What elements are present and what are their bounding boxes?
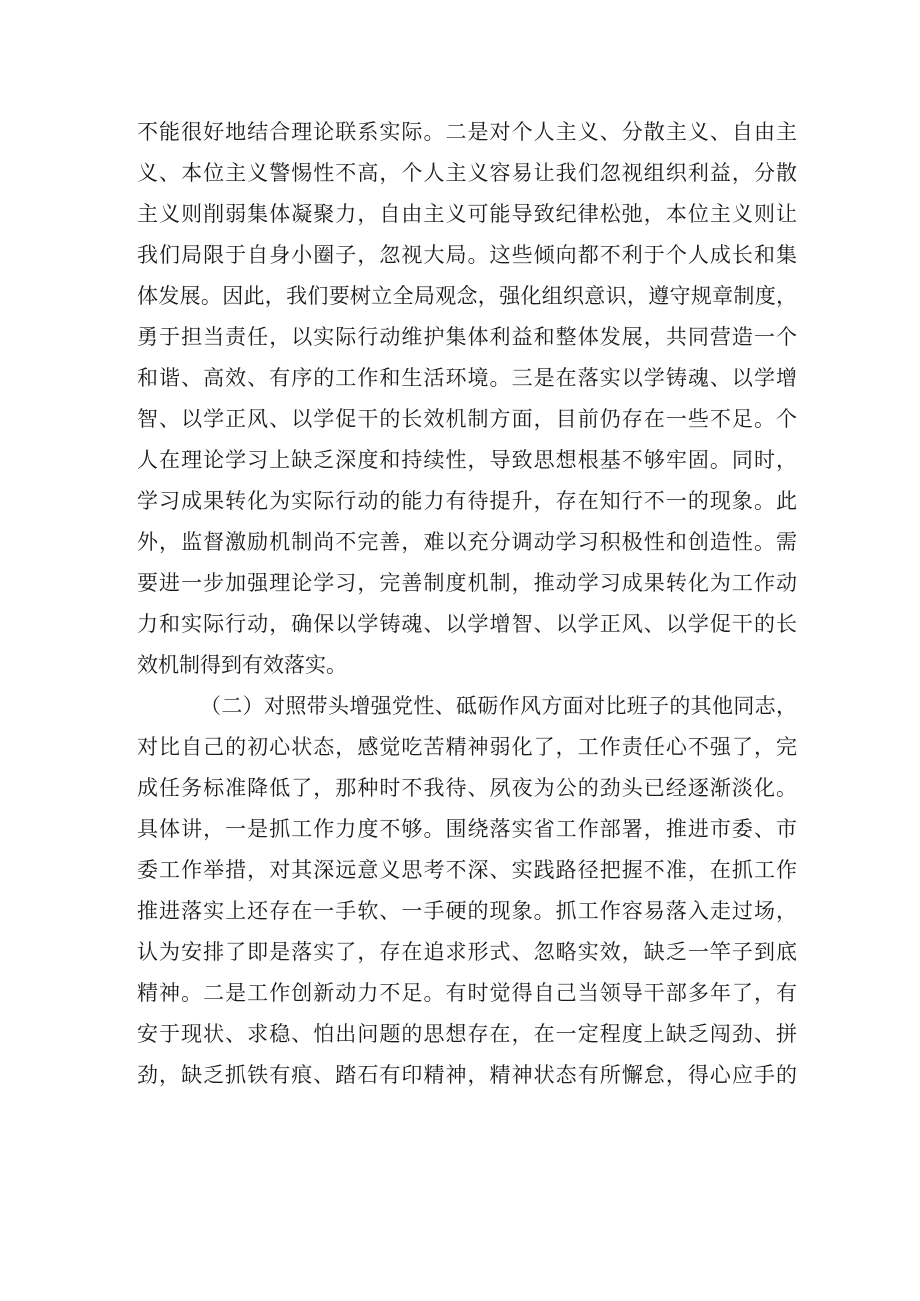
paragraph-1 [137, 112, 797, 686]
text-line: 人在理论学习上缺乏深度和持续性，导致思想根基不够牢固。同时， [137, 448, 797, 472]
text-line: 精神。二是工作创新动力不足。有时觉得自己当领导干部多年了，有 [137, 981, 797, 1005]
text-line: 委工作举措，对其深远意义思考不深、实践路径把握不准，在抓工作 [137, 858, 797, 882]
text-line: 劲，缺乏抓铁有痕、踏石有印精神，精神状态有所懈怠，得心应手的 [137, 1063, 797, 1087]
text-line: 成任务标准降低了，那种时不我待、夙夜为公的劲头已经逐渐淡化。 [137, 776, 797, 800]
text-line: 安于现状、求稳、怕出问题的思想存在，在一定程度上缺乏闯劲、拼 [137, 1022, 797, 1046]
text-line: 学习成果转化为实际行动的能力有待提升，存在知行不一的现象。此 [137, 489, 797, 513]
paragraph-2 [137, 686, 797, 1096]
text-line: 我们局限于自身小圈子，忽视大局。这些倾向都不利于个人成长和集 [137, 243, 797, 267]
text-line: 义、本位主义警惕性不高，个人主义容易让我们忽视组织利益，分散 [137, 161, 797, 185]
text-line: 具体讲，一是抓工作力度不够。围绕落实省工作部署，推进市委、市 [137, 817, 797, 841]
text-line: 不能很好地结合理论联系实际。二是对个人主义、分散主义、自由主 [137, 120, 797, 144]
text-line: 和谐、高效、有序的工作和生活环境。三是在落实以学铸魂、以学增 [137, 366, 797, 390]
text-line: 力和实际行动，确保以学铸魂、以学增智、以学正风、以学促干的长 [137, 612, 797, 636]
text-line: 主义则削弱集体凝聚力，自由主义可能导致纪律松弛，本位主义则让 [137, 202, 797, 226]
text-line: 外，监督激励机制尚不完善，难以充分调动学习积极性和创造性。需 [137, 530, 797, 554]
text-line: 效机制得到有效落实。 [137, 653, 347, 677]
document-body [137, 112, 797, 1096]
text-line: 推进落实上还存在一手软、一手硬的现象。抓工作容易落入走过场， [137, 899, 797, 923]
text-line: 体发展。因此，我们要树立全局观念，强化组织意识，遵守规章制度， [137, 284, 797, 308]
text-line: 认为安排了即是落实了，存在追求形式、忽略实效，缺乏一竿子到底 [137, 940, 797, 964]
text-line: 勇于担当责任，以实际行动维护集体利益和整体发展，共同营造一个 [137, 325, 797, 349]
text-line: 要进一步加强理论学习，完善制度机制，推动学习成果转化为工作动 [137, 571, 797, 595]
section-heading-line: （二）对照带头增强党性、砥砺作风方面对比班子的其他同志， [200, 694, 797, 718]
text-line: 对比自己的初心状态，感觉吃苦精神弱化了，工作责任心不强了，完 [137, 735, 797, 759]
text-line: 智、以学正风、以学促干的长效机制方面，目前仍存在一些不足。个 [137, 407, 797, 431]
